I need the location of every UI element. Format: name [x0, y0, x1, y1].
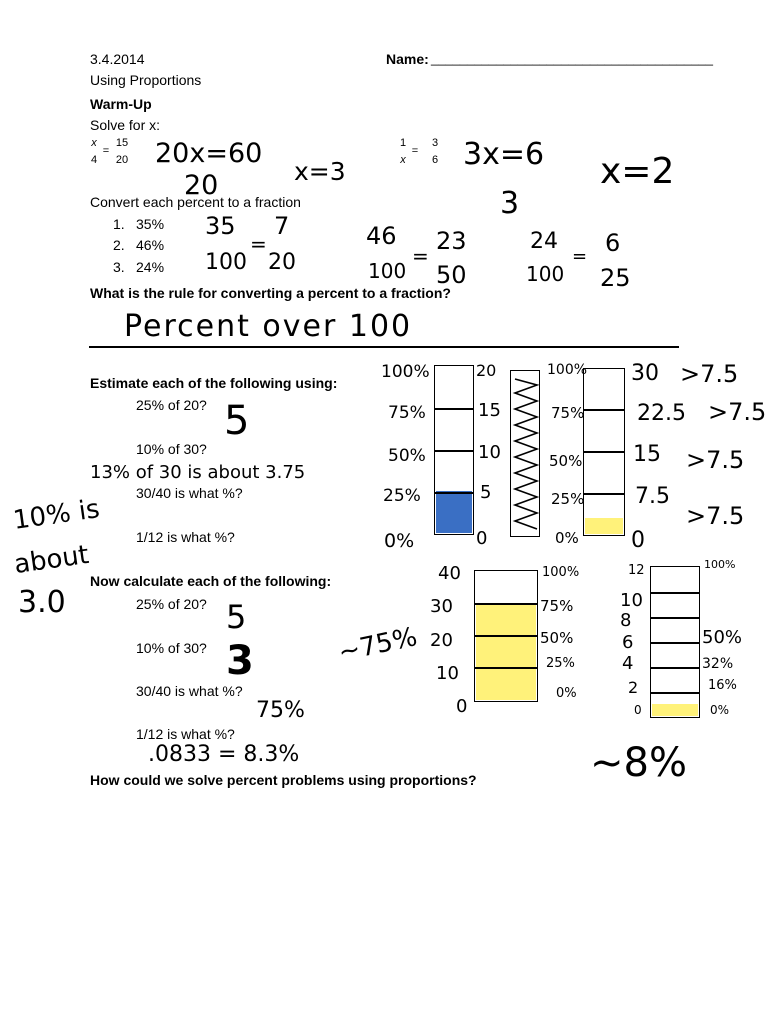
- hw-estimate-note: 13% of 30 is about 3.75: [90, 462, 306, 483]
- hw-conv2-d2: 50: [436, 261, 467, 289]
- convert-item-3-num: 3.: [113, 259, 125, 275]
- name-blank: _______________________________________: [431, 51, 713, 66]
- eq1-b-den: 20: [115, 154, 129, 166]
- bar3-pct-50: 50%: [549, 452, 583, 470]
- bar4-pct-100: 100%: [542, 565, 580, 580]
- eq1-a-den: 4: [90, 154, 98, 166]
- bar1-val-5: 5: [480, 482, 492, 503]
- convert-prompt: Convert each percent to a fraction: [90, 194, 301, 210]
- eq2-b-den: 6: [431, 154, 439, 166]
- estimate-item-1: 25% of 20?: [136, 397, 207, 413]
- bar5-pct-0: 0%: [710, 703, 730, 717]
- name-label: Name:: [386, 51, 429, 67]
- hw-calc-ans-1: 5: [226, 598, 247, 636]
- hw-mark-2: >7.5: [708, 398, 767, 426]
- eq2-a-num: 1: [399, 137, 407, 149]
- bar4-val-0: 0: [456, 696, 468, 717]
- bar5-pct-16: 16%: [708, 678, 737, 693]
- estimate-item-3: 30/40 is what %?: [136, 485, 243, 501]
- hw-calc-ans-2: 3: [226, 638, 254, 684]
- bar4-fill: [476, 604, 536, 700]
- bar1-tick-25: [435, 492, 473, 494]
- bar1-pct-0: 0%: [384, 530, 415, 552]
- bar4-tick-50: [475, 635, 537, 637]
- bar5-val-12: 12: [628, 563, 645, 578]
- bar3-pct-0: 0%: [555, 529, 579, 547]
- estimate-prompt: Estimate each of the following using:: [90, 375, 338, 391]
- convert-item-2-num: 2.: [113, 237, 125, 253]
- hw-side-note-2: about: [12, 539, 91, 581]
- bar3-val-15: 15: [633, 442, 661, 467]
- hw-eq1-bottom: 20: [184, 170, 219, 201]
- bar1-val-20: 20: [476, 361, 497, 380]
- bar1-val-15: 15: [478, 400, 501, 421]
- hw-conv1-n2: 7: [274, 212, 290, 240]
- bar3-val-30: 30: [631, 361, 659, 386]
- bar3-val-22-5: 22.5: [637, 401, 686, 426]
- rule-question: What is the rule for converting a percent to a fraction?: [90, 285, 451, 301]
- convert-item-2-pct: 46%: [136, 237, 165, 253]
- bar3: [583, 368, 625, 536]
- bar3-tick-50: [584, 451, 624, 453]
- calculate-item-3: 30/40 is what %?: [136, 683, 243, 699]
- bar1-pct-100: 100%: [381, 362, 430, 382]
- hw-calc-ans-3: 75%: [256, 698, 305, 723]
- estimate-item-2: 10% of 30?: [136, 441, 207, 457]
- hw-eq2-bottom: 3: [500, 186, 520, 221]
- warmup-heading: Warm-Up: [90, 96, 152, 112]
- bar5-tick-10: [651, 592, 699, 594]
- hw-conv3-n1: 24: [530, 229, 558, 254]
- eq2-a-den: x: [400, 154, 406, 166]
- convert-item-3-pct: 24%: [136, 259, 165, 275]
- eq2-eq: =: [411, 145, 419, 157]
- hw-calc-mid: ~75%: [335, 622, 420, 668]
- bar1-val-10: 10: [478, 442, 501, 463]
- bar4-pct-50: 50%: [540, 629, 574, 647]
- bar5-val-6: 6: [622, 632, 634, 653]
- bar5-fill: [652, 704, 698, 716]
- hw-conv3-d2: 25: [600, 264, 631, 292]
- bar5-val-0: 0: [634, 703, 642, 717]
- hw-mark-1: >7.5: [680, 360, 739, 388]
- bar5-pct-50: 50%: [702, 627, 743, 648]
- bar4-val-40: 40: [438, 563, 461, 584]
- eq2-b-num: 3: [431, 137, 439, 149]
- solve-prompt: Solve for x:: [90, 117, 161, 133]
- hw-conv2-n2: 23: [436, 227, 467, 255]
- calculate-item-2: 10% of 30?: [136, 640, 207, 656]
- hw-mark-3: >7.5: [686, 446, 745, 474]
- bar4-tick-75: [475, 603, 537, 605]
- bar5-tick-4: [651, 667, 699, 669]
- bar3-tick-75: [584, 409, 624, 411]
- calculate-item-1: 25% of 20?: [136, 596, 207, 612]
- divider-line: [89, 346, 679, 348]
- bar4: [474, 570, 538, 702]
- bar1-val-0: 0: [476, 528, 488, 549]
- bar3-pct-100: 100%: [547, 362, 588, 378]
- bar4-pct-25: 25%: [546, 656, 575, 671]
- bar5-tick-6: [651, 642, 699, 644]
- bar1: [434, 365, 474, 535]
- bar4-val-10: 10: [436, 663, 459, 684]
- convert-item-1-num: 1.: [113, 216, 125, 232]
- eq1-a-num: x: [91, 137, 97, 149]
- bar4-pct-75: 75%: [540, 597, 574, 615]
- bar3-pct-75: 75%: [551, 404, 585, 422]
- hw-mark-4: >7.5: [686, 502, 745, 530]
- hw-calc-right: ~8%: [590, 740, 687, 786]
- bar4-tick-25: [475, 667, 537, 669]
- bar4-pct-0: 0%: [556, 686, 577, 701]
- bar2-zigzag: [510, 370, 540, 537]
- bar1-pct-50: 50%: [388, 446, 426, 466]
- bar3-fill: [585, 518, 623, 534]
- bar3-val-0: 0: [631, 528, 645, 553]
- bar4-val-30: 30: [430, 596, 453, 617]
- date: 3.4.2014: [90, 51, 145, 67]
- hw-eq2-answer: x=2: [600, 151, 675, 192]
- hw-eq1-answer: x=3: [294, 157, 346, 186]
- hw-conv1-eq: =: [250, 232, 267, 256]
- hw-conv1-d2: 20: [268, 250, 296, 275]
- eq1-b-num: 15: [115, 137, 129, 149]
- bar1-pct-25: 25%: [383, 486, 421, 506]
- calculate-item-4: 1/12 is what %?: [136, 726, 235, 742]
- bar3-val-7-5: 7.5: [635, 484, 670, 509]
- bar5-tick-2: [651, 692, 699, 694]
- eq1-eq: =: [102, 145, 110, 157]
- hw-conv2-eq: =: [412, 244, 429, 268]
- hw-side-note-1: 10% is: [11, 494, 102, 536]
- hw-eq1-top: 20x=60: [155, 138, 263, 169]
- hw-calc-ans-4: .0833 = 8.3%: [148, 742, 300, 767]
- hw-conv1-n1: 35: [205, 212, 236, 240]
- hw-conv3-d1: 100: [526, 262, 565, 286]
- hw-side-note-3: 3.0: [18, 585, 66, 620]
- estimate-item-4: 1/12 is what %?: [136, 529, 235, 545]
- bar5-pct-32: 32%: [702, 656, 734, 672]
- bar5-val-2: 2: [628, 678, 639, 697]
- calculate-prompt: Now calculate each of the following:: [90, 573, 332, 589]
- bar1-fill: [436, 491, 472, 533]
- bar4-val-20: 20: [430, 630, 453, 651]
- bar3-tick-25: [584, 493, 624, 495]
- hw-estimate-answer-1: 5: [224, 398, 250, 444]
- hw-conv1-d1: 100: [205, 250, 247, 275]
- hw-conv3-eq: =: [572, 246, 588, 267]
- hw-conv3-n2: 6: [605, 229, 621, 257]
- zigzag-drawing: [511, 371, 541, 538]
- bar5-tick-8: [651, 617, 699, 619]
- bar3-pct-25: 25%: [551, 490, 585, 508]
- hw-conv2-n1: 46: [366, 222, 397, 250]
- bar5: [650, 566, 700, 718]
- bar5-pct-100: 100%: [704, 558, 736, 571]
- bar1-pct-75: 75%: [388, 403, 426, 423]
- bar5-val-8: 8: [620, 610, 632, 631]
- bar5-val-10: 10: [620, 590, 643, 611]
- bar1-tick-50: [435, 450, 473, 452]
- hw-eq2-top: 3x=6: [463, 137, 545, 172]
- bar1-tick-75: [435, 408, 473, 410]
- final-question: How could we solve percent problems using proportions?: [90, 772, 477, 788]
- bar5-val-4: 4: [622, 653, 634, 674]
- subtitle: Using Proportions: [90, 72, 202, 88]
- hw-conv2-d1: 100: [368, 259, 407, 283]
- hw-rule-answer: Percent over 100: [124, 309, 413, 344]
- convert-item-1-pct: 35%: [136, 216, 165, 232]
